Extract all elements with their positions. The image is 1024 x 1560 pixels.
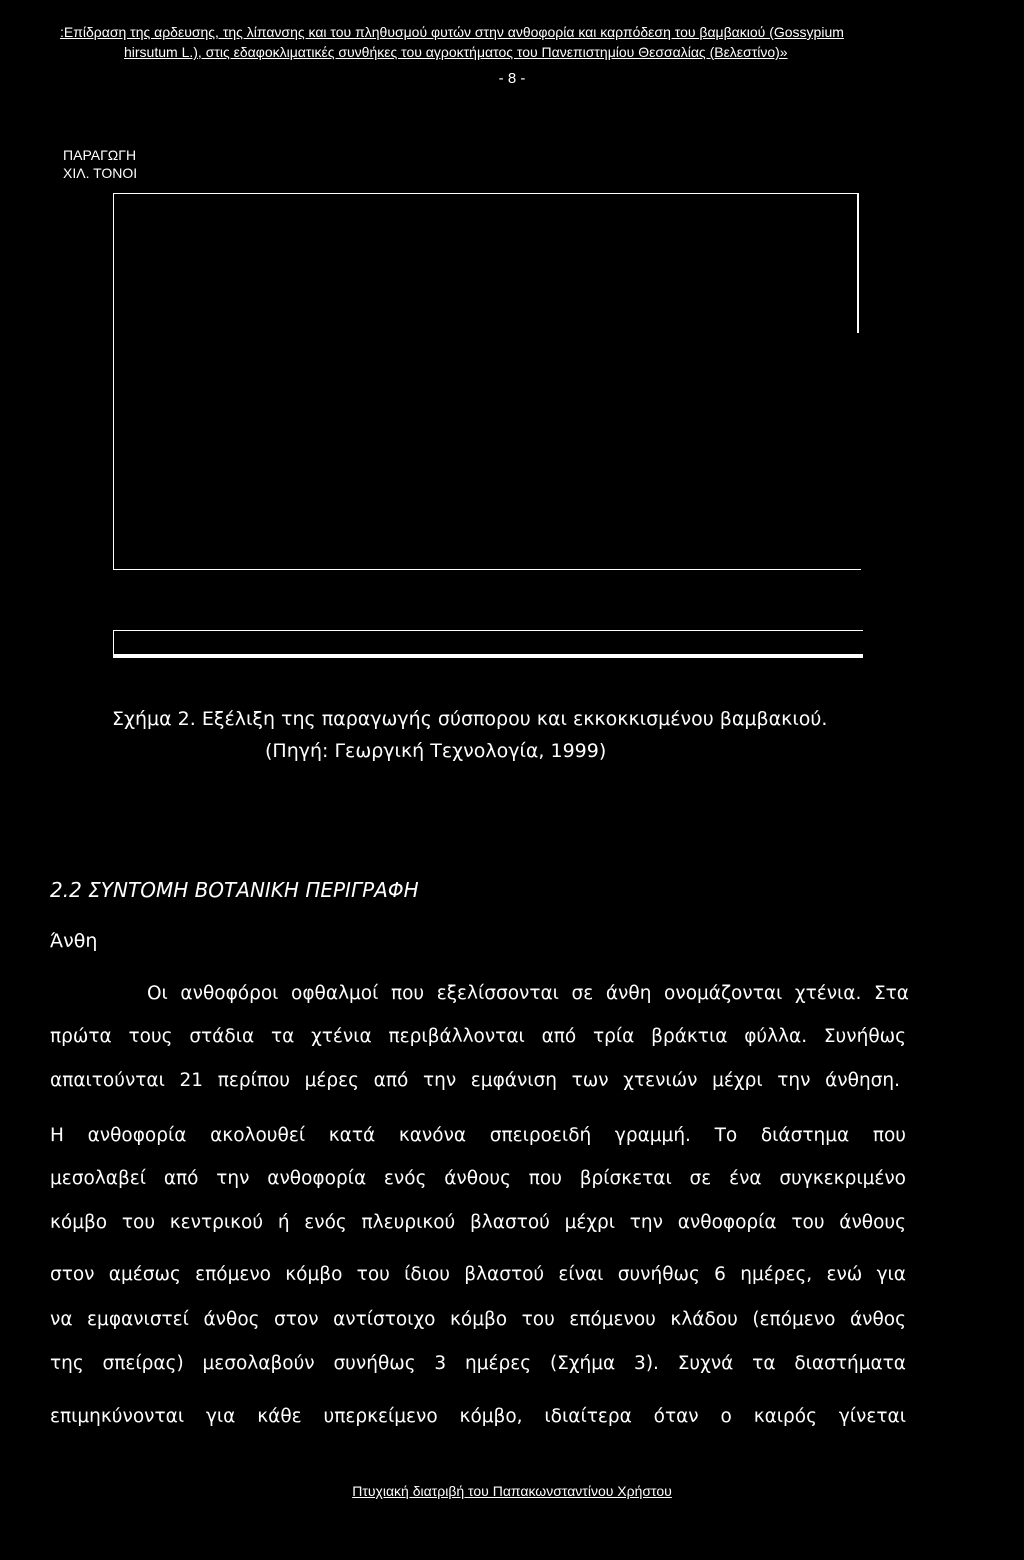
paragraph-line: να εμφανιστεί άνθος στον αντίστοιχο κόμβο του επόμενου κλάδου (επόμενο άνθος (50, 1309, 906, 1330)
chart-x-axis-line (113, 569, 861, 570)
page-number: - 8 - (498, 70, 526, 87)
chart-frame-right-edge (857, 193, 859, 333)
paragraph-line: επιμηκύνονται για κάθε υπερκείμενο κόμβο, ιδιαίτερα όταν ο καιρός γίνεται (50, 1406, 906, 1427)
figure-caption: Σχήμα 2. Εξέλιξη της παραγωγής σύσπορου και εκκοκκισμένου βαμβακιού. (112, 708, 828, 730)
paragraph-line: απαιτούνται 21 περίπου μέρες από την εμφάνιση των χτενιών μέχρι την άνθηση. (50, 1070, 900, 1091)
paragraph-line: πρώτα τους στάδια τα χτένια περιβάλλονται από τρία βράκτια φύλλα. Συνήθως (50, 1026, 906, 1047)
paragraph-line: Οι ανθοφόροι οφθαλμοί που εξελίσσονται σε άνθη ονομάζονται χτένια. Στα (147, 983, 909, 1004)
figure-source: (Πηγή: Γεωργική Τεχνολογία, 1999) (265, 740, 607, 762)
footer: Πτυχιακή διατριβή του Παπακωνσταντίνου Χρήστου (352, 1483, 672, 1499)
subheading-flowers: Άνθη (50, 930, 98, 952)
legend-box (113, 630, 863, 656)
running-header-line-2: hirsutum L.), στις εδαφοκλιματικές συνθήκες του αγροκτήματος του Πανεπιστημίου Θεσσαλίας (Βελεστίνο)» (124, 44, 788, 60)
section-title: 2.2 ΣΥΝΤΟΜΗ ΒΟΤΑΝΙΚΗ ΠΕΡΙΓΡΑΦΗ (50, 878, 419, 902)
paragraph-line: κόμβο του κεντρικού ή ενός πλευρικού βλαστού μέχρι την ανθοφορία του άνθους (50, 1212, 906, 1233)
chart-frame (113, 193, 859, 569)
legend-underline (113, 654, 863, 658)
y-axis-label-line-1: ΠΑΡΑΓΩΓΗ (63, 147, 137, 163)
paragraph-line: μεσολαβεί από την ανθοφορία ενός άνθους που βρίσκεται σε ένα συγκεκριμένο (50, 1168, 906, 1189)
running-header-line-1: :Επίδραση της αρδευσης, της λίπανσης και του πληθυσμού φυτών στην ανθοφορία και καρπόδεση του βαμβακιού (Gossypium (60, 24, 844, 40)
paragraph-line: της σπείρας) μεσολαβούν συνήθως 3 ημέρες (Σχήμα 3). Συχνά τα διαστήματα (50, 1353, 906, 1374)
paragraph-line: Η ανθοφορία ακολουθεί κατά κανόνα σπειροειδή γραμμή. Το διάστημα που (50, 1125, 906, 1146)
paragraph-line: στον αμέσως επόμενο κόμβο του ίδιου βλαστού είναι συνήθως 6 ημέρες, ενώ για (50, 1264, 906, 1285)
y-axis-label-line-2: ΧΙΛ. ΤΟΝΟΙ (63, 165, 138, 181)
